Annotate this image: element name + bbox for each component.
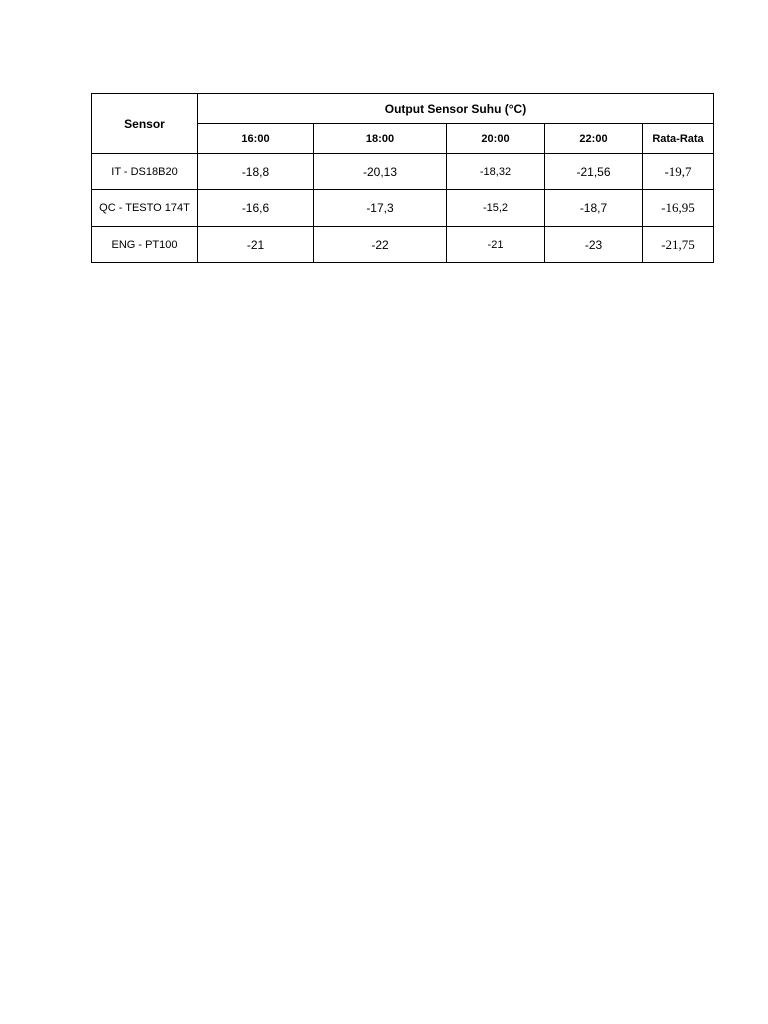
sensor-name: QC - TESTO 174T	[92, 190, 198, 227]
sensor-name: IT - DS18B20	[92, 154, 198, 190]
average-header: Rata-Rata	[643, 124, 714, 154]
sensor-column-header: Sensor	[92, 94, 198, 154]
reading-cell: -21,56	[545, 154, 643, 190]
table-row	[92, 154, 714, 190]
sensor-temperature-table	[91, 93, 714, 263]
time-header-2200: 22:00	[545, 124, 643, 154]
reading-cell: -22	[314, 227, 447, 263]
reading-cell: -18,8	[198, 154, 314, 190]
average-cell: -21,75	[643, 227, 714, 263]
reading-cell: -21	[447, 227, 545, 263]
reading-cell: -18,32	[447, 154, 545, 190]
time-header-1800: 18:00	[314, 124, 447, 154]
time-header-1600: 16:00	[198, 124, 314, 154]
reading-cell: -21	[198, 227, 314, 263]
reading-cell: -20,13	[314, 154, 447, 190]
time-header-2000: 20:00	[447, 124, 545, 154]
output-sensor-header: Output Sensor Suhu (°C)	[198, 94, 714, 124]
table-row	[92, 227, 714, 263]
average-cell: -16,95	[643, 190, 714, 227]
table-row	[92, 190, 714, 227]
reading-cell: -23	[545, 227, 643, 263]
reading-cell: -15,2	[447, 190, 545, 227]
reading-cell: -16,6	[198, 190, 314, 227]
average-cell: -19,7	[643, 154, 714, 190]
reading-cell: -17,3	[314, 190, 447, 227]
sensor-name: ENG - PT100	[92, 227, 198, 263]
reading-cell: -18,7	[545, 190, 643, 227]
